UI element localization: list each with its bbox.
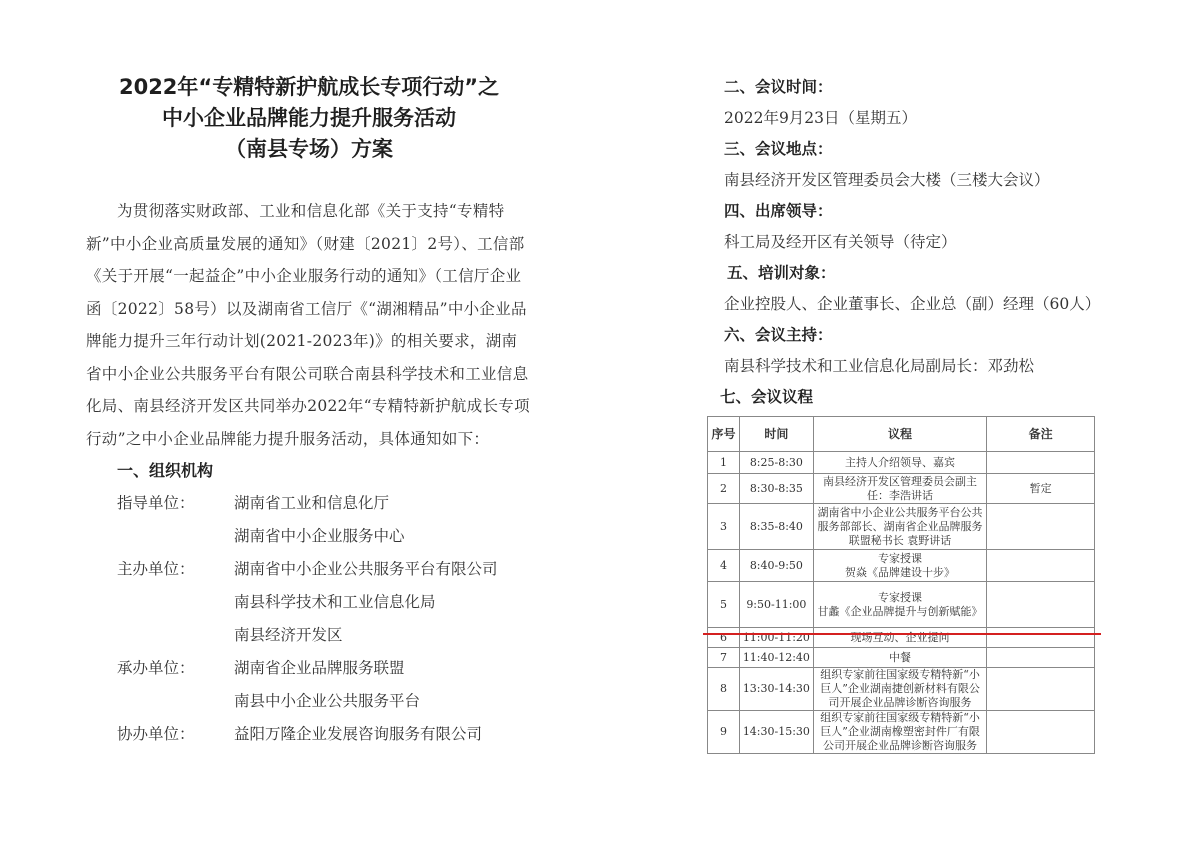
host-heading: 六、会议主持： [724, 326, 833, 344]
cell-no: 6 [708, 628, 740, 648]
table-row [708, 628, 1095, 648]
header-agenda: 议程 [813, 417, 986, 452]
cell-no: 1 [708, 452, 740, 474]
org-item: 湖南省工业和信息化厅 [234, 494, 390, 512]
cell-time: 8:25-8:30 [739, 452, 813, 474]
cell-time: 8:35-8:40 [739, 504, 813, 550]
org-item: 南县中小企业公共服务平台 [234, 692, 421, 710]
table-row [708, 550, 1095, 582]
org-label: 协办单位： [117, 725, 195, 743]
cell-no: 3 [708, 504, 740, 550]
cell-no: 9 [708, 711, 740, 754]
agenda-heading: 七、会议议程 [720, 388, 814, 406]
table-header-row [708, 417, 1095, 452]
cell-note [987, 550, 1095, 582]
leaders-heading: 四、出席领导： [724, 202, 833, 220]
cell-time: 8:40-9:50 [739, 550, 813, 582]
intro-paragraph: 为贯彻落实财政部、工业和信息化部《关于支持“专精特新”中小企业高质量发展的通知》（财建〔2021〕2号）、工信部《关于开展“一起益企”中小企业服务行动的通知》（工信厅企业函〔2022〕58号）以及湖南省工信厅《“湖湘精品”中小企业品牌能力提升三年行动计划(2021-2023年)》的相关要求，湖南省中小企业公共服务平台有限公司联合南县科学技术和工业信息化局、南县经济开发区共同举办2022年“专精特新护航成长专项行动”之中小企业品牌能力提升服务活动，具体通知如下： [86, 202, 530, 448]
title-line-1: 2022年“专精特新护航成长专项行动”之 [118, 75, 500, 99]
cell-note [987, 711, 1095, 754]
table-row [708, 648, 1095, 668]
org-row [117, 718, 532, 751]
cell-note [987, 628, 1095, 648]
cell-agenda: 中餐 [813, 648, 986, 668]
table-row [708, 452, 1095, 474]
document-title [86, 72, 532, 165]
org-item: 南县经济开发区 [234, 626, 343, 644]
cell-time: 11:00-11:20 [739, 628, 813, 648]
meeting-time-value: 2022年9月23日（星期五） [724, 109, 918, 127]
table-row [708, 582, 1095, 628]
table-row [708, 504, 1095, 550]
agenda-table-body [708, 452, 1095, 754]
org-label: 主办单位： [117, 560, 195, 578]
org-row [117, 487, 532, 520]
cell-note [987, 648, 1095, 668]
org-row [117, 553, 532, 586]
cell-no: 2 [708, 474, 740, 504]
right-column [720, 72, 1124, 413]
header-no: 序号 [708, 417, 740, 452]
trainees-heading: 五、培训对象： [727, 264, 836, 282]
cell-no: 5 [708, 582, 740, 628]
org-row [117, 652, 532, 685]
org-item: 湖南省中小企业公共服务平台有限公司 [234, 560, 498, 578]
meeting-time-heading: 二、会议时间： [724, 78, 833, 96]
header-time: 时间 [739, 417, 813, 452]
section-organization-heading: 一、组织机构 [117, 461, 214, 480]
host-value: 南县科学技术和工业信息化局副局长：邓劲松 [724, 357, 1035, 375]
cell-agenda: 南县经济开发区管理委员会副主任：李浩讲话 [813, 474, 986, 504]
table-row [708, 474, 1095, 504]
cell-note: 暂定 [987, 474, 1095, 504]
left-column [86, 72, 532, 751]
cell-note [987, 668, 1095, 711]
meeting-place-heading: 三、会议地点： [724, 140, 833, 158]
cell-note [987, 582, 1095, 628]
table-row [708, 668, 1095, 711]
cell-time: 13:30-14:30 [739, 668, 813, 711]
cell-time: 8:30-8:35 [739, 474, 813, 504]
cell-note [987, 504, 1095, 550]
cell-agenda: 主持人介绍领导、嘉宾 [813, 452, 986, 474]
org-list [117, 487, 532, 751]
org-label: 承办单位： [117, 659, 195, 677]
cell-agenda: 湖南省中小企业公共服务平台公共服务部部长、湖南省企业品牌服务联盟秘书长 袁野讲话 [813, 504, 986, 550]
cell-agenda: 专家授课 甘蠡《企业品牌提升与创新赋能》 [813, 582, 986, 628]
cell-agenda: 组织专家前往国家级专精特新“小巨人”企业湖南橡塑密封件厂有限公司开展企业品牌诊断咨询服务 [813, 711, 986, 754]
org-label: 指导单位： [117, 494, 195, 512]
meeting-place-value: 南县经济开发区管理委员会大楼（三楼大会议） [724, 171, 1050, 189]
trainees-value: 企业控股人、企业董事长、企业总（副）经理（60人） [724, 295, 1101, 313]
header-note: 备注 [987, 417, 1095, 452]
cell-time: 14:30-15:30 [739, 711, 813, 754]
cell-no: 4 [708, 550, 740, 582]
org-item: 湖南省企业品牌服务联盟 [234, 659, 405, 677]
title-line-2: 中小企业品牌能力提升服务活动 [162, 106, 456, 130]
table-row [708, 711, 1095, 754]
org-item: 南县科学技术和工业信息化局 [234, 593, 436, 611]
cell-agenda: 专家授课 贺焱《品牌建设十步》 [813, 550, 986, 582]
red-underline [703, 633, 1101, 635]
cell-note [987, 452, 1095, 474]
agenda-table [707, 416, 1095, 754]
org-item: 湖南省中小企业服务中心 [234, 527, 405, 545]
cell-time: 11:40-12:40 [739, 648, 813, 668]
leaders-value: 科工局及经开区有关领导（待定） [724, 233, 957, 251]
cell-no: 7 [708, 648, 740, 668]
cell-time: 9:50-11:00 [739, 582, 813, 628]
cell-no: 8 [708, 668, 740, 711]
title-line-3: （南县专场）方案 [225, 137, 393, 161]
cell-agenda: 现场互动、企业提问 [813, 628, 986, 648]
cell-agenda: 组织专家前往国家级专精特新“小巨人”企业湖南捷创新材料有限公司开展企业品牌诊断咨询服务 [813, 668, 986, 711]
org-item: 益阳万隆企业发展咨询服务有限公司 [234, 725, 483, 743]
